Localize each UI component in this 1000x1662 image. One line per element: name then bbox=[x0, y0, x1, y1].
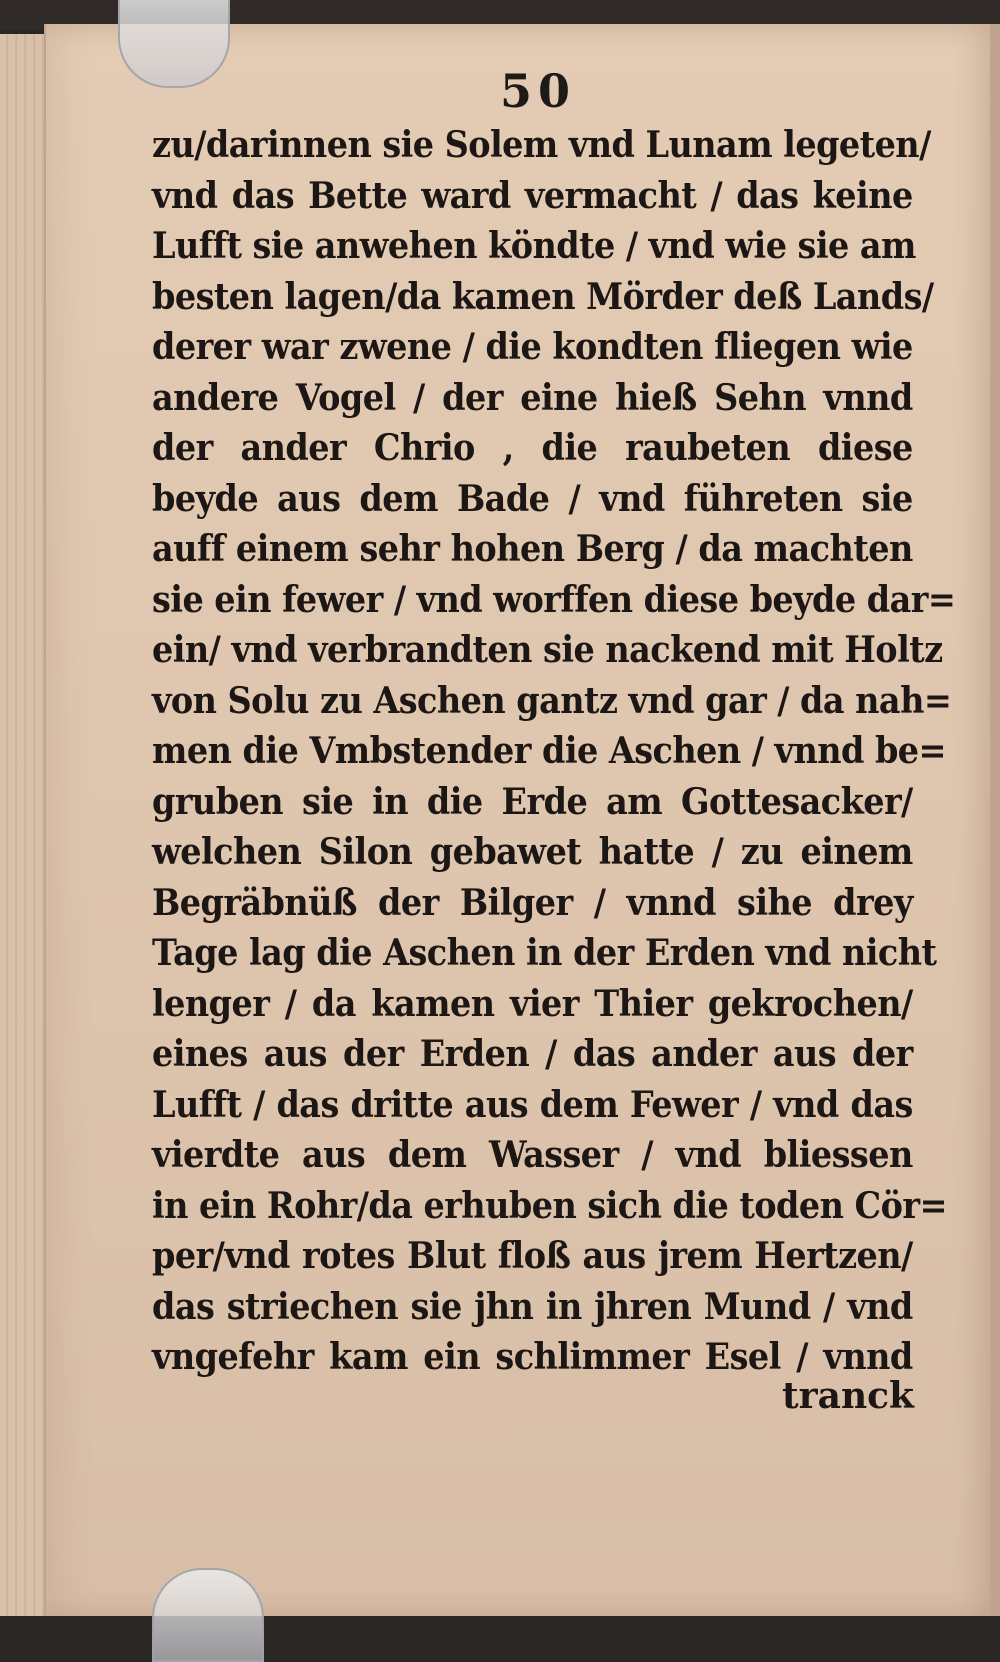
book-clip-top bbox=[118, 0, 230, 88]
text-line: lenger / da kamen vier Thier gekrochen/ bbox=[152, 982, 913, 1025]
text-line: besten lagen/da kamen Mörder deß Lands/ bbox=[152, 275, 934, 318]
text-line: welchen Silon gebawet hatte / zu einem bbox=[152, 831, 913, 873]
text-line: ein/ vnd verbrandten sie nackend mit Holtz bbox=[152, 629, 943, 671]
text-line: von Solu zu Aschen gantz vnd gar / da nah= bbox=[152, 679, 952, 722]
text-line: Lufft / das dritte aus dem Fewer / vnd das bbox=[152, 1083, 913, 1126]
text-line: der ander Chrio , die raubeten diese bbox=[152, 427, 913, 469]
text-line: Tage lag die Aschen in der Erden vnd nicht bbox=[152, 932, 937, 974]
page-text bbox=[152, 120, 956, 1383]
text-line: andere Vogel / der eine hieß Sehn vnnd bbox=[152, 376, 913, 419]
text-line: vnd das Bette ward vermacht / das keine bbox=[152, 174, 913, 217]
text-line: men die Vmbstender die Aschen / vnnd be= bbox=[152, 730, 947, 772]
text-line: vierdte aus dem Wasser / vnd bliessen bbox=[152, 1134, 913, 1176]
text-line: per/vnd rotes Blut floß aus jrem Hertzen/ bbox=[152, 1235, 913, 1277]
page-number: 50 bbox=[500, 64, 577, 118]
text-line: Lufft sie anwehen köndte / vnd wie sie am bbox=[152, 225, 916, 267]
text-line: Begräbnüß der Bilger / vnnd sihe drey bbox=[152, 881, 913, 924]
text-line: beyde aus dem Bade / vnd führeten sie bbox=[152, 477, 913, 520]
text-line: eines aus der Erden / das ander aus der bbox=[152, 1033, 913, 1075]
page-right-edge bbox=[990, 24, 1000, 1616]
text-line: sie ein fewer / vnd worffen diese beyde dar= bbox=[152, 578, 956, 621]
text-line: derer war zwene / die kondten fliegen wie bbox=[152, 326, 913, 368]
book-clip-bottom bbox=[152, 1568, 264, 1662]
text-line: vngefehr kam ein schlimmer Esel / vnnd bbox=[152, 1336, 913, 1378]
text-line: in ein Rohr/da erhuben sich die toden Cör= bbox=[152, 1184, 947, 1227]
text-line: auff einem sehr hohen Berg / da machten bbox=[152, 528, 913, 570]
text-line: gruben sie in die Erde am Gottesacker/ bbox=[152, 780, 913, 823]
text-line: zu/darinnen sie Solem vnd Lunam legeten/ bbox=[152, 124, 931, 166]
catchword: tranck bbox=[782, 1375, 914, 1417]
text-line: das striechen sie jhn in jhren Mund / vnd bbox=[152, 1285, 913, 1328]
